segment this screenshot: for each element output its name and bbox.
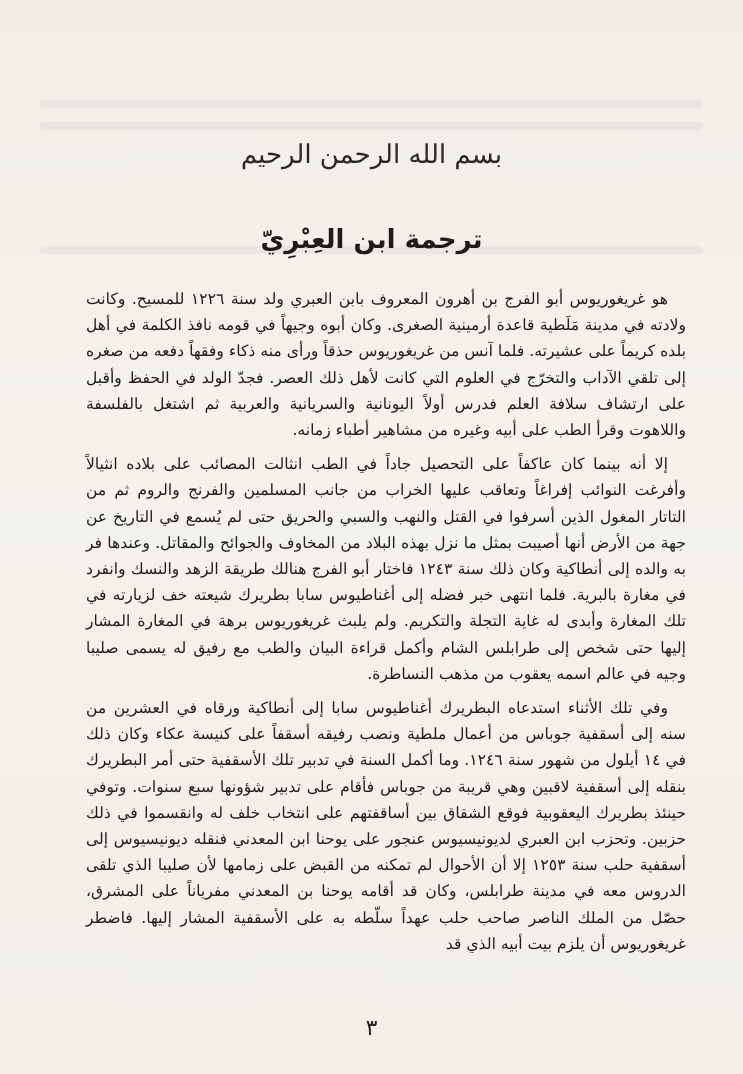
paragraph: وفي تلك الأثناء استدعاه البطريرك أغناطيوس سابا إلى أنطاكية ورقاه في العشرين من سنه إلى أسقفية جوباس من أعمال ملطية ونصب رفيقه أسقفاً على كنيسة عكاء وكان ذلك في ١٤ أيلول من شهور سنة ١٢٤٦. وما أكمل السنة في تدبير تلك الأسقفية حتى أمر البطريرك بنقله إلى أسقفية لاقبين وهي قريبة من جوباس فأقام على تدبير شؤونها سبع سنوات. وتوفي حينئذ بطريرك اليعقوبية فوقع الشقاق بين أساقفتهم على انتخاب خلف له وانقسموا في ذلك حزبين. وتحزب ابن العبري لديونيسيوس عنجور على يوحنا ابن المعدني فنقله ديونيسيوس إلى أسقفية حلب سنة ١٢٥٣ إلا أن الأحوال لم تمكنه من القبض على زمامها لأن صليبا الذي تلقى الدروس معه في مدينة طرابلس، وكان قد أقامه يوحنا بن المعدني مفرياناً على المشرق، حصّل من الملك الناصر صاحب حلب عهداً سلّطه به على الأسقفية المشار إليها. فاضطر غريغوريوس أن يلزم بيت أبيه الذي قد [86,699,687,953]
bleed-through-line [40,100,703,108]
page-number: ٣ [365,1016,378,1041]
paragraph: هو غريغوريوس أبو الفرج بن أهرون المعروف بابن العبري ولد سنة ١٢٢٦ للمسيح. وكانت ولادته في مدينة مَلَطية قاعدة أرمينية الصغرى. وكان أبوه وجيهاً في قومه نافذ الكلمة في أهل بلده كريماً على عشيرته. فلما آنس من غريغوريوس حذقاً ورأى منه ذكاء وفقهاً دفعه من صغره إلى تلقي الآداب والتخرّج في العلوم التي كانت لأهل ذلك العصر. فجدّ الولد في الحفظ وأقبل على ارتشاف سلافة العلم فدرس أولاً اليونانية والسريانية والعربية ثم اشتغل بالفلسفة واللاهوت وقرأ الطب على أبيه وغيره من مشاهير أطباء زمانه. [86,290,686,440]
chapter-title: ترجمة ابن العِبْرِيّ [260,225,483,255]
basmala-heading: بسم الله الرحمن الرحيم [240,140,503,170]
bleed-through-line [40,122,703,130]
paragraph: إلا أنه بينما كان عاكفاً على التحصيل جاداً في الطب انثالت المصائب على بلاده انثيالاً وأفرغت النوائب إفراغاً وتعاقب عليها الخراب من جانب المسلمين والفرنج والروم ثم من التاتار المغول الذين أسرفوا في القتل والنهب والسبي والحريق حتى لم يُسمع في التاريخ عن جهة من الأرض أنها أصيبت بمثل ما نزل بهذه البلاد من المخاوف والجوائح والمقاتل. وعندها فر به والده إلى أنطاكية وكان ذلك سنة ١٢٤٣ فاختار أبو الفرج هنالك طريقة الزهد والنسك وانفرد في مغارة بالبرية. فلما انتهى خبر فضله إلى أغناطيوس سابا بطريرك شيعته خف لزيارته في تلك المغارة وأبدى له غاية التجلة والتكريم. ولم يلبث غريغوريوس برهة في المغارة المشار إليها حتى شخص إلى طرابلس الشام وأكمل قراءة البيان والطب مع رفيق له يسمى صليبا وجيه في عالم اسمه يعقوب من مذهب النساطرة. [86,455,686,683]
body-text [86,286,686,965]
